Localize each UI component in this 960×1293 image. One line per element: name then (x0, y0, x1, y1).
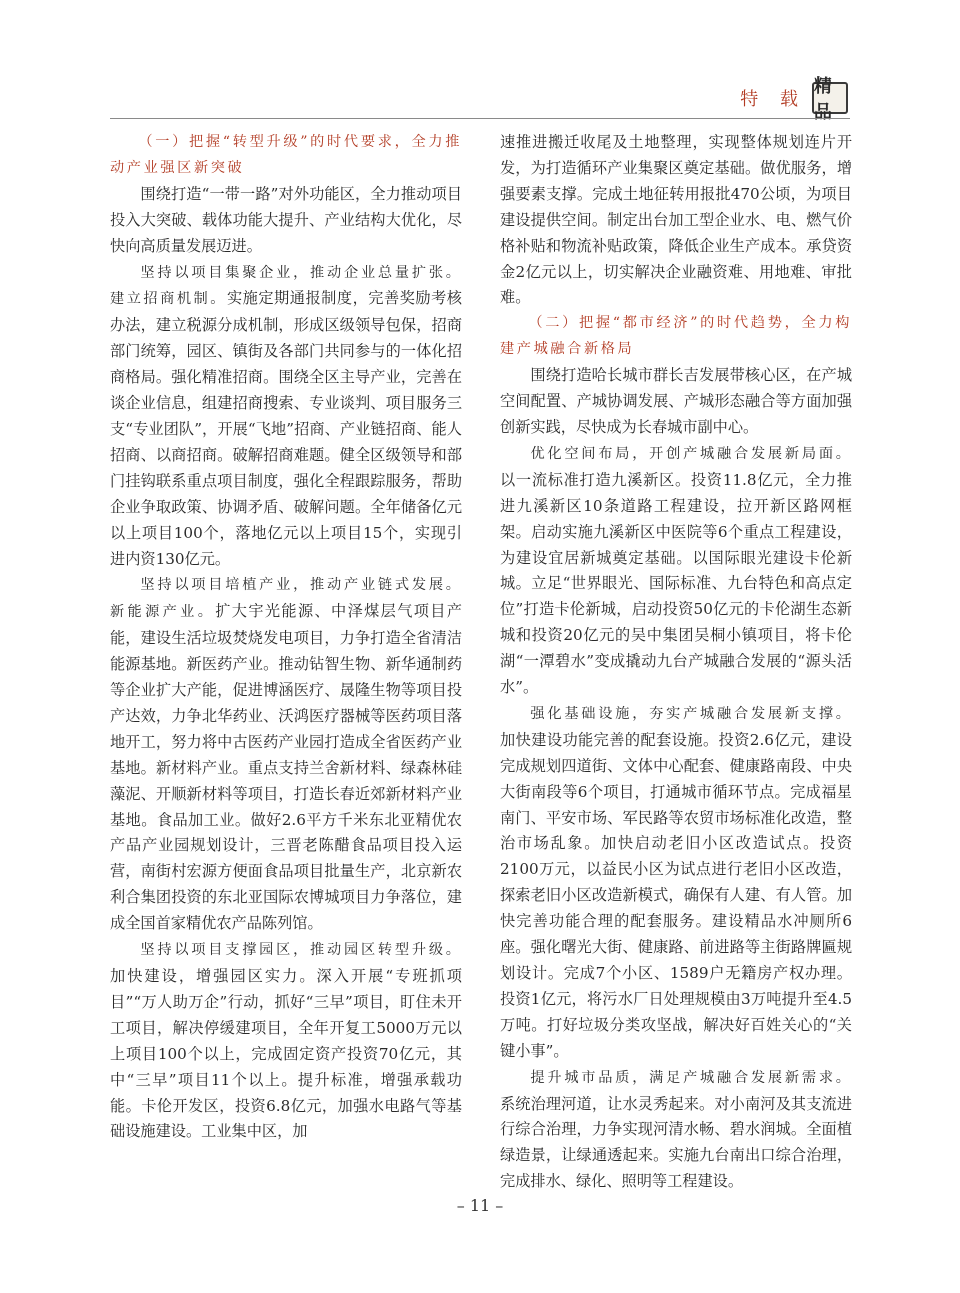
paragraph: 速推进搬迁收尾及土地整理，实现整体规划连片开发，为打造循环产业集聚区奠定基础。做优服务，增强要素支撑。完成土地征转用报批470公顷，为项目建设提供空间。制定出台加工型企业水、电、燃气价格补贴和物流补贴政策，降低企业生产成本。承贷资金2亿元以上，切实解决企业融资难、用地难、审批难。 (500, 133, 852, 307)
paragraph: 围绕打造“一带一路”对外功能区，全力推动项目投入大突破、载体功能大提升、产业结构大优化，尽快向高质量发展迈进。 (110, 184, 462, 255)
article-body (110, 130, 852, 1190)
key-phrase: 新能源产业。 (110, 604, 216, 621)
section-label: 特 载 (740, 89, 806, 110)
lead-phrase: 坚持以项目集聚企业，推动企业总量扩张。 (140, 264, 462, 281)
lead-phrase: 坚持以项目培植产业，推动产业链式发展。 (140, 577, 462, 594)
paragraph (110, 260, 462, 573)
paragraph-text: 系统治理河道，让水灵秀起来。对小南河及其支流进行综合治理，力争实现河清水畅、碧水润城。全面植绿造景，让绿通透起来。实施九台南出口综合治理，完成排水、绿化、照明等工程建设。 (500, 1094, 852, 1190)
right-column (500, 130, 852, 1190)
lead-phrase: 坚持以项目支撑园区，推动园区转型升级。 (140, 942, 462, 959)
paragraph (110, 572, 462, 937)
key-phrase: 建立招商机制。 (110, 291, 227, 308)
paragraph (500, 701, 852, 1065)
section-heading-2: （二）把握“都市经济”的时代趋势，全力构建产城融合新格局 (500, 315, 852, 358)
page-number: – 11 – (456, 1196, 504, 1215)
paragraph-text: 加快建设功能完善的配套设施。投资2.6亿元，建设完成规划四道街、文体中心配套、健康路南段、中央大街南段等6个项目，打通城市循环节点。完成福星南门、平安市场、军民路等农贸市场标准化改造，整治市场乱象。加快启动老旧小区改造试点。投资2100万元，以益民小区为试点进行老旧小区改造，探索老旧小区改造新模式，确保有人建、有人管。加快完善功能合理的配套服务。建设精品水冲厕所6座。强化曙光大街、健康路、前进路等主街路牌匾规划设计。完成7个小区、1589户无籍房产权办理。投资1亿元，将污水厂日处理规模由3万吨提升至4.5万吨。打好垃圾分类攻坚战，解决好百姓关心的“关键小事”。 (500, 730, 852, 1060)
lead-phrase: 优化空间布局，开创产城融合发展新局面。 (530, 445, 852, 462)
paragraph-text: 以一流标准打造九溪新区。投资11.8亿元，全力推进九溪新区10条道路工程建设，拉开新区路网框架。启动实施九溪新区中医院等6个重点工程建设，为建设宜居新城奠定基础。以国际眼光建设卡伦新城。立足“世界眼光、国际标准、九台特色和高点定位”打造卡伦新城，启动投资50亿元的卡伦湖生态新城和投资20亿元的吴中集团吴桐小镇项目，将卡伦湖“一潭碧水”变成撬动九台产城融合发展的“源头活水”。 (500, 470, 852, 697)
left-column (110, 130, 462, 1190)
section-heading-1: （一）把握“转型升级”的时代要求，全力推动产业强区新突破 (110, 134, 462, 176)
jingpin-logo-icon: 精品 (812, 82, 848, 114)
page-header (740, 76, 848, 123)
paragraph-text: 扩大宇光能源、中泽煤层气项目产能，建设生活垃圾焚烧发电项目，力争打造全省清洁能源基地。新医药产业。推动钻智生物、新华通制药等企业扩大产能，促进博涵医疗、晟隆生物等项目投产达效，力争北华药业、沃鸿医疗器械等医药项目落地开工，努力将中古医药产业园打造成全省医药产业基地。新材料产业。重点支持兰舍新材料、绿森林硅藻泥、开顺新材料等项目，打造长春近郊新材料产业基地。食品加工业。做好2.6平方千米东北亚精优农产品产业园规划设计，三晋老陈醋食品项目投入运营，南街村宏源方便面食品项目批量生产，北京新农利合集团投资的东北亚国际农博城项目力争落位，建成全国首家精优农产品陈列馆。 (110, 602, 462, 933)
lead-phrase: 强化基础设施，夯实产城融合发展新支撑。 (530, 705, 852, 722)
paragraph-text: 加快建设，增强园区实力。深入开展“专班抓项目”“万人助万企”行动，抓好“三早”项目，盯住未开工项目，解决停缓建项目，全年开复工5000万元以上项目100个以上，完成固定资产投资70亿元，其中“三早”项目11个以上。提升标准，增强承载功能。卡伦开发区，投资6.8亿元，加强水电路气等基础设施建设。工业集中区，加 (110, 967, 462, 1141)
paragraph (110, 937, 462, 1145)
paragraph (500, 1065, 852, 1190)
paragraph (500, 441, 852, 701)
header-rule (110, 118, 850, 119)
paragraph-text: 实施定期通报制度，完善奖励考核办法，建立税源分成机制，形成区级领导包保，招商部门统筹，园区、镇街及各部门共同参与的一体化招商格局。强化精准招商。围绕全区主导产业，完善在谈企业信息，组建招商搜索、专业谈判、项目服务三支“专业团队”，开展“飞地”招商、产业链招商、能人招商、以商招商。破解招商难题。健全区级领导和部门挂钩联系重点项目制度，强化全程跟踪服务，帮助企业争取政策、协调矛盾、破解问题。全年储备亿元以上项目100个，落地亿元以上项目15个，实现引进内资130亿元。 (110, 289, 462, 568)
lead-phrase: 提升城市品质，满足产城融合发展新需求。 (530, 1069, 852, 1086)
paragraph: 围绕打造哈长城市群长吉发展带核心区，在产城空间配置、产城协调发展、产城形态融合等方面加强创新实践，尽快成为长春城市副中心。 (500, 366, 852, 436)
